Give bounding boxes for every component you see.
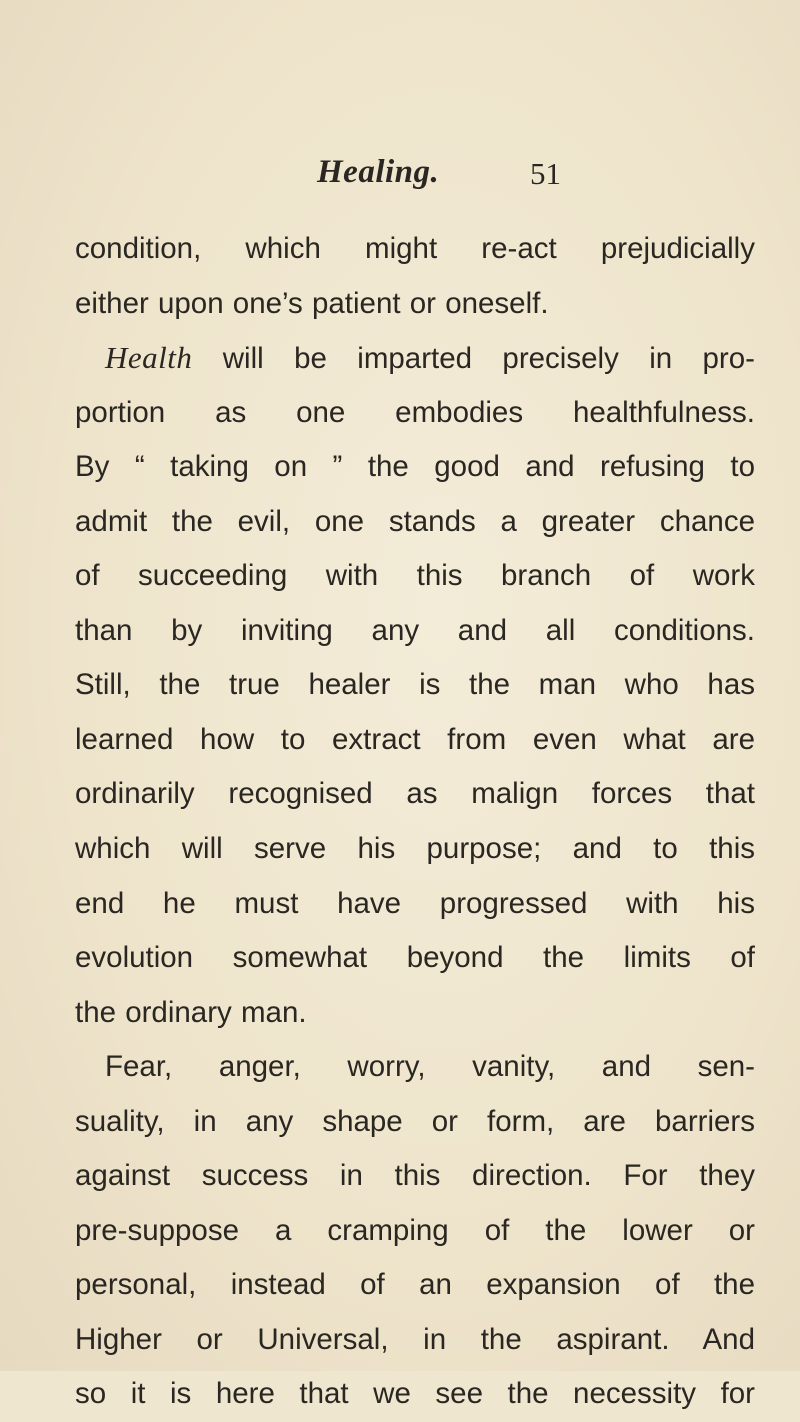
- italic-word: Health: [105, 340, 193, 376]
- text-line-rest: will be imparted precisely in pro-: [222, 342, 755, 376]
- text-line: which will serve his purpose; and to this: [75, 832, 755, 866]
- text-line: [75, 331, 755, 386]
- text-line: condition, which might re-act prejudicially: [75, 232, 755, 265]
- text-line: portion as one embodies healthfulness.: [75, 395, 755, 429]
- text-line: suality, in any shape or form, are barriers: [75, 1104, 755, 1138]
- text-line: evolution somewhat beyond the limits of: [75, 941, 755, 975]
- text-line: so it is here that we see the necessity for: [75, 1377, 755, 1411]
- running-title: Healing.: [317, 154, 440, 190]
- running-head: [0, 154, 800, 198]
- text-line: against success in this direction. For they: [75, 1159, 755, 1193]
- body-text: [75, 222, 755, 1422]
- text-line: admit the evil, one stands a greater chance: [75, 504, 755, 538]
- text-line: personal, instead of an expansion of the: [75, 1268, 755, 1302]
- text-line: either upon one’s patient or oneself.: [75, 286, 549, 320]
- text-line: end he must have progressed with his: [75, 886, 755, 920]
- text-line: Fear, anger, worry, vanity, and sen-: [105, 1050, 755, 1084]
- text-line: of succeeding with this branch of work: [75, 559, 755, 593]
- text-line: ordinarily recognised as malign forces that: [75, 777, 755, 811]
- text-line: than by inviting any and all conditions.: [75, 613, 755, 647]
- text-line: Higher or Universal, in the aspirant. And: [75, 1322, 755, 1356]
- page-number: 51: [530, 156, 561, 191]
- text-line: By “ taking on ” the good and refusing to: [75, 450, 755, 484]
- text-line: Still, the true healer is the man who has: [75, 668, 755, 702]
- text-line: pre-suppose a cramping of the lower or: [75, 1213, 755, 1247]
- text-line: learned how to extract from even what are: [75, 722, 755, 756]
- text-line: the ordinary man.: [75, 995, 307, 1029]
